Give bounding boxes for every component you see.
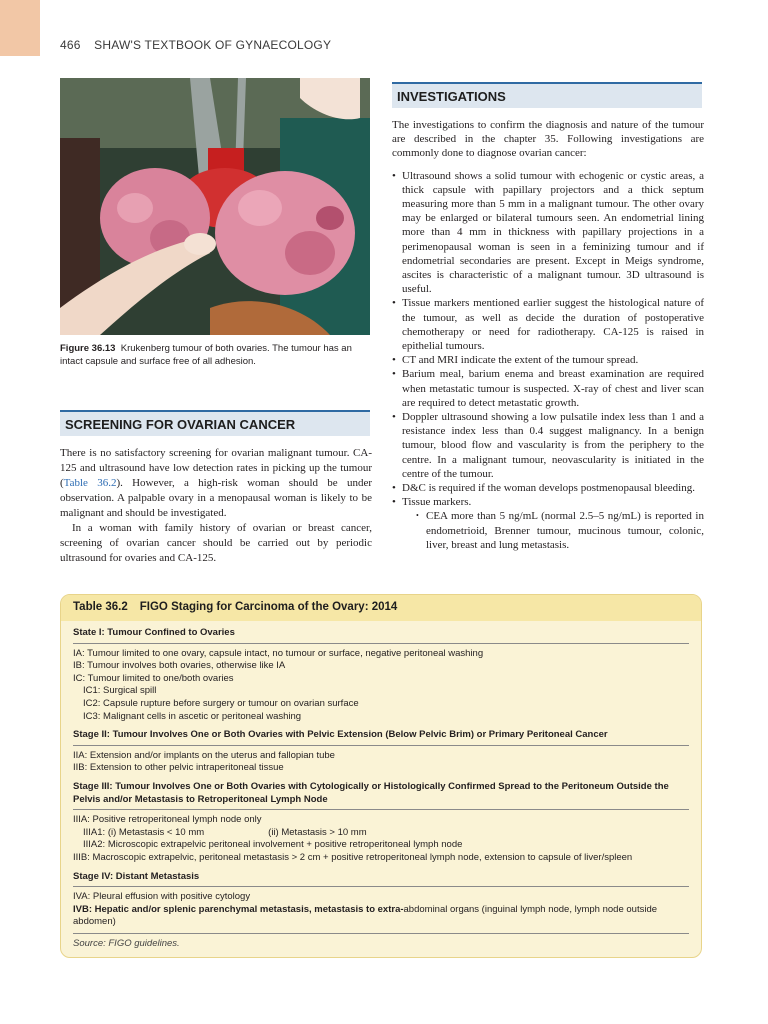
table-row <box>73 827 689 840</box>
tissue-markers-sublist <box>402 509 704 552</box>
page-number: 466 <box>60 38 81 52</box>
table-source: Source: FIGO guidelines. <box>73 933 689 951</box>
investigations-heading: INVESTIGATIONS <box>392 82 702 108</box>
stage-2-rows <box>73 750 689 775</box>
investigations-intro: The investigations to confirm the diagnosis and nature of the tumour are described in the chapter 35. Following investigations are commonly done to diagnose ovarian cancer: <box>392 119 704 160</box>
table-body <box>61 621 701 950</box>
table-row: IC3: Malignant cells in ascetic or peritoneal washing <box>83 710 302 722</box>
stage-4-heading: Stage IV: Distant Metastasis <box>73 867 689 888</box>
investigations-body <box>392 118 704 552</box>
table-row: IIIA: Positive retroperitoneal lymph node only <box>73 814 262 826</box>
list-item: • Ultrasound shows a solid tumour with echogenic or cystic areas, a thick capsule with papillary projectors and a thick septum measuring more than 5 mm in a malignant tumour. The other ovary may be enlarged or bilateral tumours seen. An endometrial lining more than 4 mm in thickness with papillary projections in a perimenopausal woman is seen in a feminizing tumour and if endometrial secondaries are present. Except in Meigs syndrome, ascites is characteristic of a malignant tumour. 3D ultrasound is useful. <box>392 169 704 297</box>
stage-3-heading: Stage III: Tumour Involves One or Both Ovaries with Cytologically or Histologically Confirmed Spread to the Peritoneum Outside the Pelvis and/or Metastasis to Retroperitoneal Lymph Node <box>73 777 689 810</box>
row-part-ii: (ii) Metastasis > 10 mm <box>268 826 367 838</box>
table-row: IB: Tumour involves both ovaries, otherwise like IA <box>73 660 286 672</box>
table-row: IVA: Pleural effusion with positive cytology <box>73 891 251 903</box>
list-item: • Tissue markers mentioned earlier suggest the histological nature of the tumour, as well as decide the duration of postoperative chemotherapy or need for radiotherapy. CA-125 is raised in epithelial tumours. <box>392 296 704 353</box>
table-number: Table 36.2 <box>73 601 128 613</box>
table-row: IIB: Extension to other pelvic intraperitoneal tissue <box>73 762 284 774</box>
table-row: IIA: Extension and/or implants on the uterus and fallopian tube <box>73 749 335 761</box>
list-item-label: Tissue markers. <box>402 496 472 509</box>
list-item: • CT and MRI indicate the extent of the tumour spread. <box>392 353 704 367</box>
table-row: IC: Tumour limited to one/both ovaries <box>73 672 234 684</box>
table-title: FIGO Staging for Carcinoma of the Ovary: 2014 <box>139 601 398 613</box>
table-row: IIIB: Macroscopic extrapelvic, peritoneal metastasis > 2 cm + positive retroperitoneal lymph node, extension to capsule of liver/spleen <box>73 851 633 863</box>
table-row: IIIA2: Microscopic extrapelvic peritoneal involvement + positive retroperitoneal lymph node <box>83 839 463 851</box>
figure-photo <box>60 78 370 335</box>
row-part-i: IIIA1: (i) Metastasis < 10 mm <box>83 826 205 838</box>
table-36-2-link[interactable]: Table 36.2 <box>63 477 117 489</box>
stage-1-rows <box>73 648 689 724</box>
table-row: IC1: Surgical spill <box>83 685 157 697</box>
figure-label: Figure 36.13 <box>60 343 116 354</box>
row-rest-part: abdominal organs (inguinal lymph node, lymph node outside abdomen) <box>73 903 658 928</box>
list-item: • D&C is required if the woman develops postmenopausal bleeding. <box>392 481 704 495</box>
screening-paragraph-2: In a woman with family history of ovarian or breast cancer, screening of ovarian cancer should be carried out by periodic ultrasound for ovaries and CA-125. <box>60 522 372 564</box>
stage-4-rows <box>73 891 689 929</box>
sub-list-item: • CEA more than 5 ng/mL (normal 2.5–5 ng/mL) is reported in endometrioid, Brenner tumour, mucinous tumour, colonic, liver, breast and lung metastasis. <box>416 509 704 552</box>
figure-caption <box>60 342 372 368</box>
screening-text-a: There is no satisfactory screening for ovarian malignant tumour. CA-125 and ultrasound have low detection rates in picking up the tumour ( <box>60 447 372 489</box>
stage-3-rows <box>73 814 689 864</box>
stage-1-heading: State I: Tumour Confined to Ovaries <box>73 623 689 644</box>
page-corner-tab <box>0 0 40 56</box>
krukenberg-tumour-image <box>60 78 370 335</box>
screening-text-b: ). However, a high-risk woman should be under observation. A palpable ovary in a menopausal woman is likely to be malignant and should be investigated. <box>60 477 372 519</box>
figure-caption-text: Krukenberg tumour of both ovaries. The tumour has an intact capsule and surface free of all adhesion. <box>60 343 352 367</box>
table-row: IC2: Capsule rupture before surgery or tumour on ovarian surface <box>83 697 359 709</box>
list-item: • Barium meal, barium enema and breast examination are required when metastatic tumour is suspected. X-ray of chest and liver scan are required to detect metastatic growth. <box>392 367 704 410</box>
book-title: SHAW'S TEXTBOOK OF GYNAECOLOGY <box>94 38 332 52</box>
running-header <box>60 38 331 52</box>
table-row: IA: Tumour limited to one ovary, capsule intact, no tumour or surface, negative peritoneal washing <box>73 647 484 659</box>
list-item-tissue-markers <box>392 495 704 552</box>
table-title-bar <box>61 595 701 621</box>
screening-paragraph-1 <box>60 446 372 521</box>
screening-heading: SCREENING FOR OVARIAN CANCER <box>60 410 370 436</box>
row-bold-part: IVB: Hepatic and/or splenic parenchymal metastasis, metastasis to extra- <box>73 903 404 915</box>
list-item: • Doppler ultrasound showing a low pulsatile index less than 1 and a resistance index less than 0.4 suggest malignancy. In a benign tumour, blood flow and vascularity is from the periphery to the centre. In a malignant tumour, neovascularity is initiated in the centre of the tumour. <box>392 410 704 481</box>
stage-2-heading: Stage II: Tumour Involves One or Both Ovaries with Pelvic Extension (Below Pelvic Brim) or Primary Peritoneal Cancer <box>73 725 689 746</box>
investigations-list <box>392 169 704 552</box>
table-row <box>73 904 689 929</box>
figo-staging-table <box>60 594 702 958</box>
screening-body <box>60 446 372 566</box>
